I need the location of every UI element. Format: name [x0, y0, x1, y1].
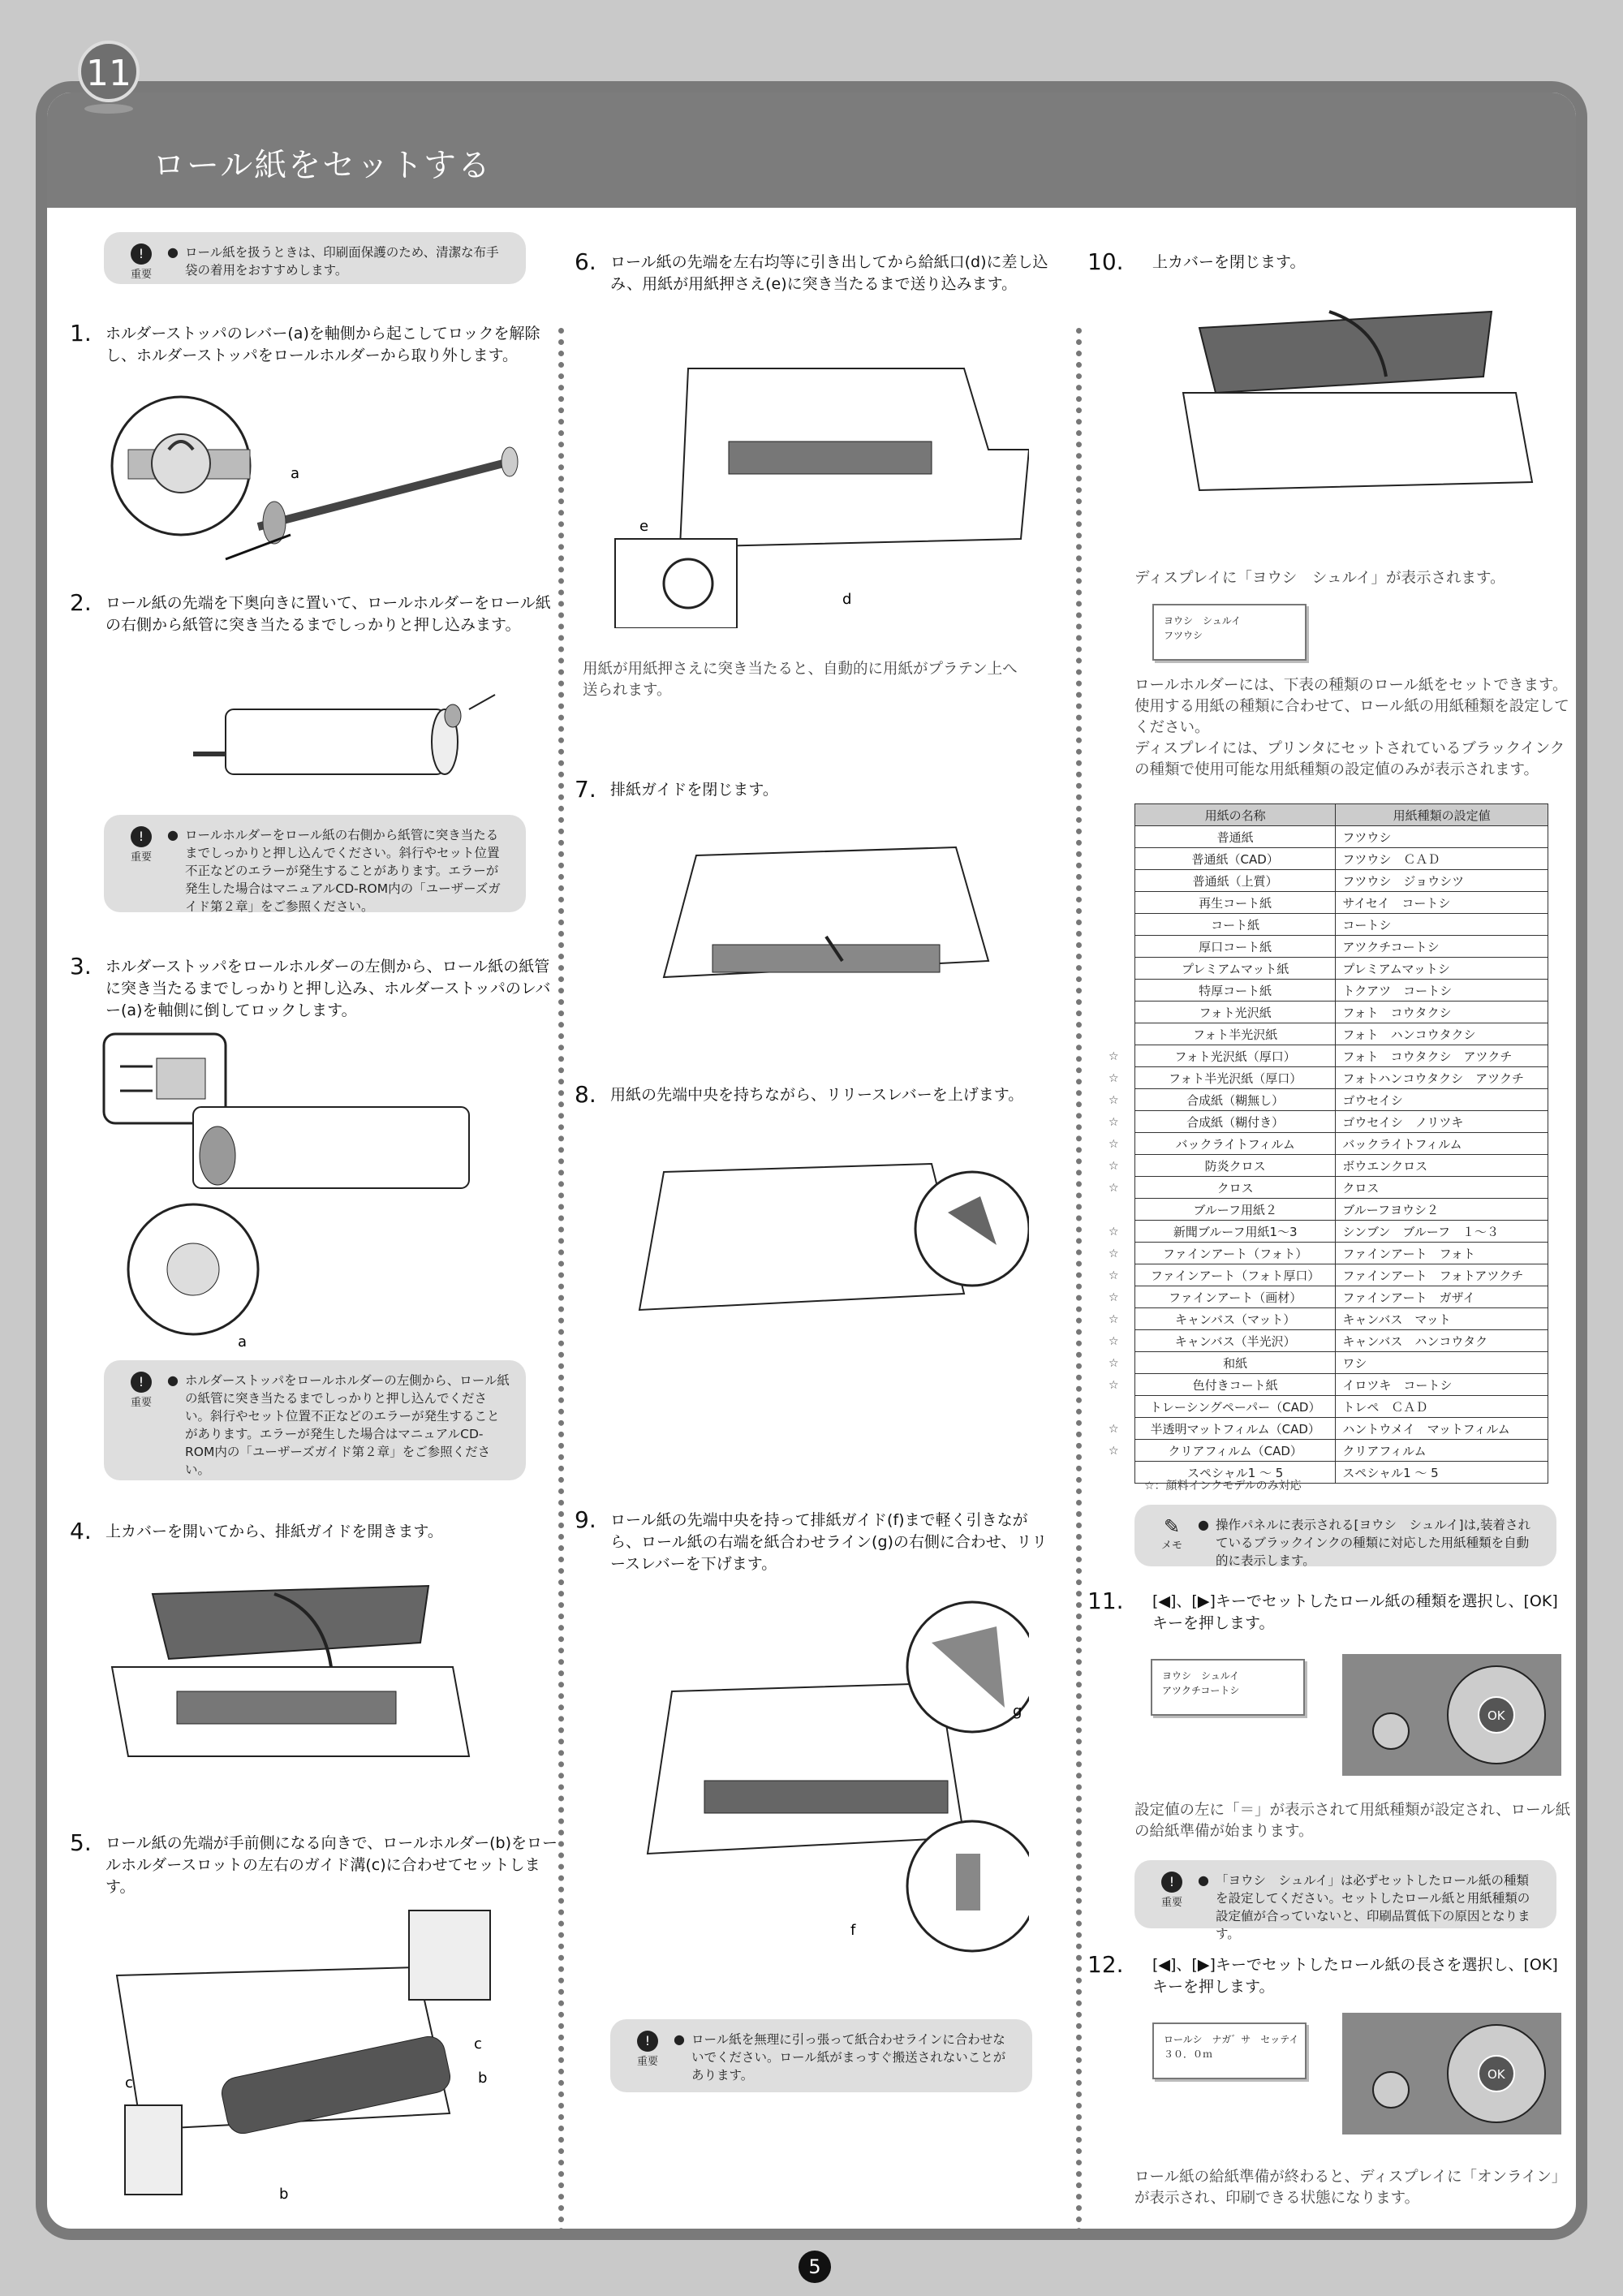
table-row [1135, 1067, 1548, 1089]
paper-setting-value: イロツキ コートシ [1336, 1374, 1548, 1396]
paper-name: 特厚コート紙 [1135, 980, 1336, 1002]
label-e: e [639, 518, 649, 535]
paper-name: フォト半光沢紙（厚口） [1135, 1067, 1336, 1089]
paper-type-table [1134, 803, 1548, 1484]
feed-paper-illustration [607, 336, 1029, 628]
table-row [1135, 1221, 1548, 1243]
note-text: ホルダーストッパをロールホルダーの左側から、ロール紙の紙管に突き当たるまでしっかりと押し込んでください。斜行やセット位置不正などのエラーが発生することがあります。エラーが発生した場合はマニュアルCD-ROM内の「ユーザーズガイド第２章」をご参照ください。 [185, 1373, 510, 1477]
table-row [1135, 1418, 1548, 1440]
ok-key-label: OK [1487, 2067, 1505, 2082]
close-output-guide-illustration [615, 831, 1021, 1042]
roll-holder-stopper-illustration [104, 373, 526, 575]
paper-name: プレミアムマット紙 [1135, 958, 1336, 980]
section-header [47, 93, 1576, 208]
step-11-caption: 設定値の左に「＝」が表示されて用紙種類が設定され、ロール紙の給紙準備が始まります。 [1134, 1802, 1571, 1840]
paper-name: 色付きコート紙 [1135, 1374, 1336, 1396]
table-row [1135, 980, 1548, 1002]
display-panel: ヨウシ シュルイ フツウシ [1152, 604, 1307, 661]
paper-setting-value: ゴウセイシ ノリツキ [1336, 1111, 1548, 1133]
paper-setting-value: ワシ [1336, 1352, 1548, 1374]
label-f: f [850, 1922, 856, 1939]
label-a: a [238, 1333, 248, 1350]
paper-name: バックライトフィルム [1135, 1133, 1336, 1155]
paper-name: 半透明マットフィルム（CAD） [1135, 1418, 1336, 1440]
label-c: c [474, 2035, 482, 2053]
paper-name: 厚口コート紙 [1135, 936, 1336, 958]
table-row [1135, 1243, 1548, 1264]
pigment-only-star: ☆ [1109, 1138, 1119, 1151]
table-row [1135, 1177, 1548, 1199]
important-note: ! 重要 ● ホルダーストッパをロールホルダーの左側から、ロール紙の紙管に突き当たるまでしっかりと押し込んでください。斜行やセット位置不正などのエラーが発生することがあります。エラーが発生した場合はマニュアルCD-ROM内の「ユーザーズガイド第２章」をご参照ください。 [104, 1360, 526, 1480]
table-row [1135, 1089, 1548, 1111]
paper-setting-value: ファインアート フォトアツクチ [1336, 1264, 1548, 1286]
paper-setting-value: クロス [1336, 1177, 1548, 1199]
paper-name: 防炎クロス [1135, 1155, 1336, 1177]
paper-setting-value: フォト ハンコウタクシ [1336, 1023, 1548, 1045]
display-panel: ヨウシ シュルイ アツクチコートシ [1151, 1659, 1305, 1716]
paper-setting-value: ブルーフヨウシ２ [1336, 1199, 1548, 1221]
pigment-only-star: ☆ [1109, 1269, 1119, 1282]
pigment-only-star: ☆ [1109, 1094, 1119, 1107]
table-footnote: ☆：顔料インクモデルのみ対応 [1144, 1480, 1302, 1493]
label-d: d [842, 591, 852, 608]
open-cover-illustration [96, 1570, 485, 1773]
release-lever-up-illustration [607, 1139, 1029, 1350]
note-text: ロールホルダーをロール紙の右側から紙管に突き当たるまでしっかりと押し込んでください。斜行やセット位置不正などのエラーが発生することがあります。エラーが発生した場合はマニュアルCD-ROM内の「ユーザーズガイド第２章」をご参照ください。 [185, 828, 501, 914]
step-10-caption: ディスプレイに「ヨウシ シュルイ」が表示されます。 [1134, 570, 1505, 587]
pigment-only-star: ☆ [1109, 1379, 1119, 1392]
paper-setting-value: フォトハンコウタクシ アツクチ [1336, 1067, 1548, 1089]
table-row [1135, 1440, 1548, 1462]
control-keypad [1342, 1654, 1561, 1776]
paper-name: 普通紙 [1135, 826, 1336, 848]
paper-name: ファインアート（フォト） [1135, 1243, 1336, 1264]
pigment-only-star: ☆ [1109, 1423, 1119, 1436]
table-row [1135, 892, 1548, 914]
paper-name: コート紙 [1135, 914, 1336, 936]
paper-name: フォト半光沢紙 [1135, 1023, 1336, 1045]
page-number: 5 [799, 2251, 831, 2283]
column-header: 用紙種類の設定値 [1336, 804, 1548, 826]
paper-name: 合成紙（糊付き） [1135, 1111, 1336, 1133]
step-text: 用紙の先端中央を持ちながら、リリースレバーを上げます。 [610, 1086, 1024, 1104]
table-row [1135, 848, 1548, 870]
paper-name: キャンバス（マット） [1135, 1308, 1336, 1330]
display-panel: ロールシ ナガ゛サ セッテイ ３０．０ｍ [1152, 2022, 1307, 2079]
important-note: ! 重要 ● ロール紙を無理に引っ張って紙合わせラインに合わせないでください。ロール紙がまっすぐ搬送されないことがあります。 [610, 2019, 1032, 2092]
pigment-only-star: ☆ [1109, 1182, 1119, 1195]
paper-name: ファインアート（フォト厚口） [1135, 1264, 1336, 1286]
paper-name: トレーシングペーパー（CAD） [1135, 1396, 1336, 1418]
important-icon: ! [131, 243, 152, 265]
label-g: g [1013, 1703, 1022, 1720]
paper-name: 普通紙（CAD） [1135, 848, 1336, 870]
paper-name: クロス [1135, 1177, 1336, 1199]
step-text: [◀]、[▶]キーでセットしたロール紙の長さを選択し、[OK]キーを押します。 [1152, 1956, 1558, 1996]
table-row [1135, 1155, 1548, 1177]
paper-setting-value: スペシャル1 〜 5 [1336, 1462, 1548, 1484]
align-paper-illustration [607, 1594, 1029, 1959]
paper-name: ファインアート（画材） [1135, 1286, 1336, 1308]
pigment-only-star: ☆ [1109, 1445, 1119, 1458]
table-row [1135, 936, 1548, 958]
step-text: ホルダーストッパをロールホルダーの左側から、ロール紙の紙管に突き当たるまでしっかりと押し込み、ホルダーストッパのレバー(a)を軸側に倒してロックします。 [105, 958, 551, 1019]
table-row [1135, 826, 1548, 848]
pigment-only-star: ☆ [1109, 1160, 1119, 1173]
column-divider [1076, 328, 1082, 2240]
paper-setting-value: キャンバス ハンコウタク [1336, 1330, 1548, 1352]
pigment-only-star: ☆ [1109, 1247, 1119, 1260]
step-text: ロール紙の先端を左右均等に引き出してから給紙口(d)に差し込み、用紙が用紙押さえ(e)に突き当たるまで送り込みます。 [610, 253, 1048, 293]
note-text: 「ヨウシ シュルイ」は必ずセットしたロール紙の種類を設定してください。セットしたロール紙と用紙種類の設定値が合っていないと、印刷品質低下の原因となります。 [1216, 1873, 1530, 1941]
table-row [1135, 1330, 1548, 1352]
paper-setting-value: トクアツ コートシ [1336, 980, 1548, 1002]
paper-setting-value: プレミアムマットシ [1336, 958, 1548, 980]
table-row [1135, 1111, 1548, 1133]
section-number-badge: 11 [78, 41, 140, 102]
table-row [1135, 1023, 1548, 1045]
label-b: b [478, 2070, 488, 2087]
step-text: ロール紙の先端中央を持って排紙ガイド(f)まで軽く引きながら、ロール紙の右端を紙合わせライン(g)の右側に合わせ、リリースレバーを下げます。 [610, 1511, 1048, 1573]
paper-name: フォト光沢紙（厚口） [1135, 1045, 1336, 1067]
paper-setting-value: ハントウメイ マットフィルム [1336, 1418, 1548, 1440]
paper-setting-value: クリアフィルム [1336, 1440, 1548, 1462]
section-badge-shadow [84, 104, 133, 114]
pigment-only-star: ☆ [1109, 1313, 1119, 1326]
paper-setting-value: トレペ ＣＡＤ [1336, 1396, 1548, 1418]
important-note: ! 重要 ● 「ヨウシ シュルイ」は必ずセットしたロール紙の種類を設定してください。セットしたロール紙と用紙種類の設定値が合っていないと、印刷品質低下の原因となります。 [1134, 1860, 1556, 1928]
paper-setting-value: シンブン ブルーフ １〜３ [1336, 1221, 1548, 1243]
paper-setting-value: フツウシ [1336, 826, 1548, 848]
ok-key-label: OK [1487, 1708, 1505, 1723]
table-row [1135, 1264, 1548, 1286]
step-12-caption: ロール紙の給紙準備が終わると、ディスプレイに「オンライン」が表示され、印刷できる状態になります。 [1134, 2169, 1567, 2207]
pigment-only-star: ☆ [1109, 1335, 1119, 1348]
table-row [1135, 1002, 1548, 1023]
paper-setting-value: バックライトフィルム [1336, 1133, 1548, 1155]
column-header: 用紙の名称 [1135, 804, 1336, 826]
paper-name: 普通紙（上質） [1135, 870, 1336, 892]
table-row [1135, 1133, 1548, 1155]
page-title: ロール紙をセットする [153, 147, 492, 184]
step-text: ホルダーストッパのレバー(a)を軸側から起こしてロックを解除し、ホルダーストッパをロールホルダーから取り外します。 [105, 325, 540, 364]
table-row [1135, 1352, 1548, 1374]
paper-setting-value: ファインアート ガザイ [1336, 1286, 1548, 1308]
paper-name: フォト光沢紙 [1135, 1002, 1336, 1023]
paper-name: スペシャル1 〜 5 [1135, 1462, 1336, 1484]
close-cover-illustration [1167, 304, 1556, 498]
table-row [1135, 1396, 1548, 1418]
table-row [1135, 1045, 1548, 1067]
label-c: c [125, 2074, 133, 2091]
step-text: [◀]、[▶]キーでセットしたロール紙の種類を選択し、[OK]キーを押します。 [1152, 1592, 1558, 1632]
important-icon: ! [131, 1372, 152, 1393]
paper-setting-value: コートシ [1336, 914, 1548, 936]
note-text: ロール紙を扱うときは、印刷面保護のため、清潔な布手袋の着用をおすすめします。 [185, 245, 499, 278]
step-text: 排紙ガイドを閉じます。 [610, 781, 778, 799]
memo-icon: ✎ [1163, 1515, 1181, 1538]
paper-name: ブルーフ用紙２ [1135, 1199, 1336, 1221]
table-row [1135, 1374, 1548, 1396]
pigment-only-star: ☆ [1109, 1226, 1119, 1238]
roll-holder-insert-illustration [193, 677, 502, 790]
holder-stopper-lock-illustration [96, 1026, 485, 1350]
paper-setting-value: フツウシ ジョウシツ [1336, 870, 1548, 892]
step-text: 上カバーを開いてから、排紙ガイドを開きます。 [105, 1523, 443, 1540]
roll-holder-slot-illustration [93, 1902, 498, 2203]
paper-setting-value: ゴウセイシ [1336, 1089, 1548, 1111]
important-icon: ! [131, 826, 152, 847]
pigment-only-star: ☆ [1109, 1116, 1119, 1129]
step-text: ロール紙の先端が手前側になる向きで、ロールホルダー(b)をロールホルダースロットの左右のガイド溝(c)に合わせてセットします。 [105, 1834, 558, 1896]
important-icon: ! [1161, 1872, 1182, 1893]
label-a: a [291, 465, 300, 482]
table-row [1135, 1308, 1548, 1330]
table-row [1135, 958, 1548, 980]
control-keypad [1342, 2013, 1561, 2134]
paper-setting-value: キャンバス マット [1336, 1308, 1548, 1330]
step-text: ロール紙の先端を下奥向きに置いて、ロールホルダーをロール紙の右側から紙管に突き当たるまでしっかりと押し込みます。 [105, 594, 551, 634]
step-6-caption: 用紙が用紙押さえに突き当たると、自動的に用紙がプラテン上へ送られます。 [583, 661, 1018, 699]
paper-name: 再生コート紙 [1135, 892, 1336, 914]
paper-setting-value: フォト コウタクシ アツクチ [1336, 1045, 1548, 1067]
paper-name: 新聞ブルーフ用紙1〜3 [1135, 1221, 1336, 1243]
note-text: ロール紙を無理に引っ張って紙合わせラインに合わせないでください。ロール紙がまっすぐ搬送されないことがあります。 [691, 2032, 1006, 2083]
page-frame: ロール紙をセットする ! 重要 ● ロール紙を扱うときは、印刷面保護のため、清潔な布手袋の着用をおすすめします。 1. ホルダーストッパのレバー(a)を軸側から起こしてロックを解除し、ホルダーストッパをロールホルダーから取り外します。 a 2. ロール紙の先端を下奥向きに置いて、ロールホルダーをロール紙の右側から紙管に突き当たるまでしっかりと押し込みます。 ! 重要 ● ロールホルダーをロール紙の右側から紙管に突き当たるまでしっかりと押し込んでください。斜行やセット位置不正などのエラーが発生することがあります。エラーが発生した場合はマニュアルCD-ROM内の「ユーザーズガイド第２章」をご参照ください。 3. ホルダーストッパをロールホルダーの左側から、ロール紙の紙管に突き当たるまでしっかりと押し込み、ホルダーストッパのレバー(a)を軸側に倒してロックします。 a ! 重要 ● ホルダーストッパをロールホルダーの左側から、ロール紙の紙管に突き当たるまでしっかりと押し込んでください。斜行やセット位置不正などのエラーが発生することがあります。エラーが発生した場合はマニュアルCD-ROM内の「ユーザーズガイド第２章」をご参照ください。 4. 上カバーを開いてから、排紙ガイドを開きます。 5. ロール紙の先端が手前側になる向きで、ロールホルダー(b)をロールホルダースロットの左右のガイド溝(c)に合わせてセットします。 c b c b 6. ロール紙の先端を左右均等に引き出してから給紙口(d)に差し込み、用紙が用紙押さえ(e)に突き当たるまで送り込みます。 e d 用紙が用紙押さえに突き当たると、自動的に用紙がプラテン上へ送られます。 7. 排紙ガイドを閉じます。 8. 用紙の先端中央を持ちながら、リリースレバーを上げます。 9. ロール紙の先端中央を持って排紙ガイド(f)まで軽く引きながら、ロール紙の右端を紙合わせライン(g)の右側に合わせ、リリースレバーを下げます。 g f ! 重要 ● ロール紙を無理に引っ張って紙合わせラインに合わせないでください。ロール紙がまっすぐ搬送されないことがあります。 10. 上カバーを閉じます。 ディスプレイに「ヨウシ シュルイ」が表示されます。 ヨウシ シュルイ フツウシ ロールホルダーには、下表の種類のロール紙をセットできます。使用する用紙の種類に合わせて、ロール紙の用紙種類を設定してください。 ディスプレイには、プリンタにセットされているブラックインクの種類で使用可能な用紙種類の設定値のみが表示されます。 ☆ ☆ ☆ ☆ ☆ ☆ ☆ ☆ ☆ ☆ ☆ ☆ ☆ ☆ ☆ ☆ ☆ 用紙の名称 用紙種類の設定値 普通紙 フツウシ 普通紙（CAD） フツウシ ＣＡＤ 普通紙（上質） フツウシ ジョウシツ 再生コート紙 サイセイ コートシ コート紙 コートシ 厚口コート紙 アツクチコートシ プレミアムマット紙 プレミアムマットシ 特厚コート紙 トクアツ コートシ フォト光沢紙 フォト コウタクシ フォト半光沢紙 フォト ハンコウタクシ フォト光沢紙（厚口） フォト コウタクシ アツクチ フォト半光沢紙（厚口） フォトハンコウタクシ アツクチ 合成紙（糊無し） ゴウセイシ 合成紙（糊付き） ゴウセイシ ノリツキ バックライトフィルム バックライトフィルム 防炎クロス ボウエンクロス クロス クロス ブルーフ用紙２ ブルーフヨウシ２ 新聞ブルーフ用紙1〜3 シンブン ブルーフ １〜３ ファインアート（フォト） ファインアート フォト ファインアート（フォト厚口） ファインアート フォトアツクチ ファインアート（画材） ファインアート ガザイ キャンバス（マット） キャンバス マット キャンバス（半光沢） キャンバス ハンコウタク 和紙 ワシ 色付きコート紙 イロツキ コートシ トレーシングペーパー（CAD） トレペ ＣＡＤ 半透明マットフィルム（CAD） ハントウメイ マットフィルム クリアフィルム（CAD） クリアフィルム スペシャル1 〜 5 スペシャル1 〜 5 ☆：顔料インクモデルのみ対応 ✎ メモ ● 操作パネルに表示される[ヨウシ シュルイ]は,装着されているブラックインクの種類に対応した用紙種類を自動的に表示します。 11. [◀]、[▶]キーでセットしたロール紙の種類を選択し、[OK]キーを押します。 ヨウシ シュルイ アツクチコートシ OK 設定値の左に「＝」が表示されて用紙種類が設定され、ロール紙の給紙準備が始まります。 ! 重要 ● 「ヨウシ シュルイ」は必ずセットしたロール紙の種類を設定してください。セットしたロール紙と用紙種類の設定値が合っていないと、印刷品質低下の原因となります。 12. [◀]、[▶]キーでセットしたロール紙の長さを選択し、[OK]キーを押します。 ロールシ ナガ゛サ セッテイ ３０．０ｍ OK ロール紙の給紙準備が終わると、ディスプレイに「オンライン」が表示され、印刷できる状態になります。 [36, 81, 1587, 2240]
table-row [1135, 1286, 1548, 1308]
important-note: ! 重要 ● ロールホルダーをロール紙の右側から紙管に突き当たるまでしっかりと押し込んでください。斜行やセット位置不正などのエラーが発生することがあります。エラーが発生した場合はマニュアルCD-ROM内の「ユーザーズガイド第２章」をご参照ください。 [104, 815, 526, 912]
pigment-only-star: ☆ [1109, 1291, 1119, 1304]
important-note: ! 重要 ● ロール紙を扱うときは、印刷面保護のため、清潔な布手袋の着用をおすすめします。 [104, 232, 526, 284]
paper-setting-value: フォト コウタクシ [1336, 1002, 1548, 1023]
step-text: 上カバーを閉じます。 [1152, 253, 1306, 271]
table-row [1135, 870, 1548, 892]
label-b: b [279, 2186, 289, 2203]
table-row [1135, 914, 1548, 936]
paper-setting-value: ボウエンクロス [1336, 1155, 1548, 1177]
paper-name: キャンバス（半光沢） [1135, 1330, 1336, 1352]
paper-name: クリアフィルム（CAD） [1135, 1440, 1336, 1462]
note-text: 操作パネルに表示される[ヨウシ シュルイ]は,装着されているブラックインクの種類に対応した用紙種類を自動的に表示します。 [1216, 1518, 1530, 1568]
paper-setting-value: ファインアート フォト [1336, 1243, 1548, 1264]
paper-type-explanation: ロールホルダーには、下表の種類のロール紙をセットできます。使用する用紙の種類に合わせて、ロール紙の用紙種類を設定してください。 ディスプレイには、プリンタにセットされているブラックインクの種類で使用可能な用紙種類の設定値のみが表示されます。 [1134, 677, 1569, 778]
paper-setting-value: アツクチコートシ [1336, 936, 1548, 958]
paper-setting-value: サイセイ コートシ [1336, 892, 1548, 914]
pigment-only-star: ☆ [1109, 1357, 1119, 1370]
important-icon: ! [637, 2031, 658, 2052]
paper-name: 合成紙（糊無し） [1135, 1089, 1336, 1111]
paper-name: 和紙 [1135, 1352, 1336, 1374]
memo-note: ✎ メモ ● 操作パネルに表示される[ヨウシ シュルイ]は,装着されているブラックインクの種類に対応した用紙種類を自動的に表示します。 [1134, 1505, 1556, 1566]
pigment-only-star: ☆ [1109, 1072, 1119, 1085]
pigment-only-star: ☆ [1109, 1050, 1119, 1063]
table-row [1135, 1199, 1548, 1221]
paper-setting-value: フツウシ ＣＡＤ [1336, 848, 1548, 870]
